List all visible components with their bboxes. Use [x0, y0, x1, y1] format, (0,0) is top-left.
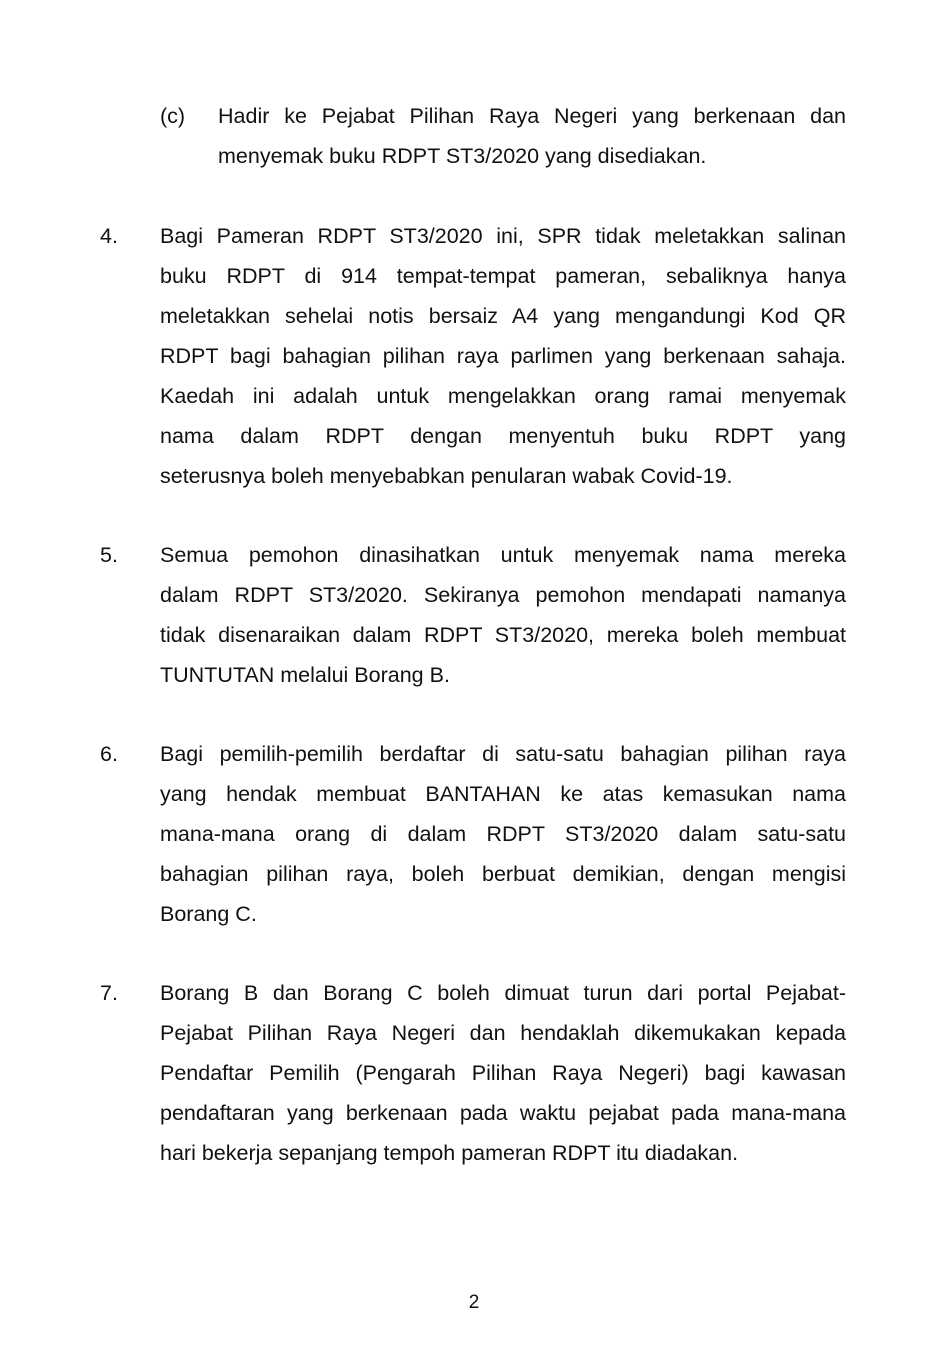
page-number: 2 [468, 1292, 480, 1313]
text-line: Borang C. [160, 902, 257, 926]
text-line: Pejabat Pilihan Raya Negeri dan hendaklah dikemukakan kepada [160, 1021, 846, 1045]
text-line: Semua pemohon dinasihatkan untuk menyemak nama mereka [160, 543, 846, 567]
paragraph-text [160, 973, 846, 1173]
text-line: yang hendak membuat BANTAHAN ke atas kemasukan nama [160, 782, 846, 806]
sub-item-label: (c) [160, 104, 186, 128]
paragraph-4 [100, 216, 846, 496]
text-line: nama dalam RDPT dengan menyentuh buku RDPT yang [160, 424, 846, 448]
text-line: Pendaftar Pemilih (Pengarah Pilihan Raya Negeri) bagi kawasan [160, 1061, 846, 1085]
paragraph-text [160, 535, 846, 695]
text-line: pendaftaran yang berkenaan pada waktu pejabat pada mana-mana [160, 1101, 846, 1125]
paragraph-number: 6. [100, 742, 118, 766]
paragraph-text [160, 734, 846, 934]
paragraph-text [160, 216, 846, 496]
paragraph-number: 4. [100, 224, 118, 248]
text-line: buku RDPT di 914 tempat-tempat pameran, sebaliknya hanya [160, 264, 846, 288]
paragraph-number: 7. [100, 981, 118, 1005]
text-line: dalam RDPT ST3/2020. Sekiranya pemohon mendapati namanya [160, 583, 846, 607]
paragraph-6 [100, 734, 846, 934]
text-line: seterusnya boleh menyebabkan penularan wabak Covid-19. [160, 464, 733, 488]
text-line: Borang B dan Borang C boleh dimuat turun dari portal Pejabat- [160, 981, 846, 1005]
text-line: Bagi Pameran RDPT ST3/2020 ini, SPR tidak meletakkan salinan [160, 224, 846, 248]
text-line: Kaedah ini adalah untuk mengelakkan orang ramai menyemak [160, 384, 846, 408]
text-line: mana-mana orang di dalam RDPT ST3/2020 dalam satu-satu [160, 822, 846, 846]
sub-item-text [218, 96, 846, 176]
text-line: meletakkan sehelai notis bersaiz A4 yang mengandungi Kod QR [160, 304, 846, 328]
sub-item-c [160, 96, 846, 176]
paragraph-5 [100, 535, 846, 695]
text-line: bahagian pilihan raya, boleh berbuat demikian, dengan mengisi [160, 862, 846, 886]
text-line: menyemak buku RDPT ST3/2020 yang disediakan. [218, 144, 707, 168]
text-line: Bagi pemilih-pemilih berdaftar di satu-satu bahagian pilihan raya [160, 742, 846, 766]
text-line: hari bekerja sepanjang tempoh pameran RDPT itu diadakan. [160, 1141, 739, 1165]
text-line: tidak disenaraikan dalam RDPT ST3/2020, mereka boleh membuat [160, 623, 846, 647]
paragraph-number: 5. [100, 543, 118, 567]
text-line: RDPT bagi bahagian pilihan raya parlimen yang berkenaan sahaja. [160, 344, 846, 368]
text-line: TUNTUTAN melalui Borang B. [160, 663, 450, 687]
paragraph-7 [100, 973, 846, 1173]
text-line: Hadir ke Pejabat Pilihan Raya Negeri yang berkenaan dan [218, 104, 846, 128]
